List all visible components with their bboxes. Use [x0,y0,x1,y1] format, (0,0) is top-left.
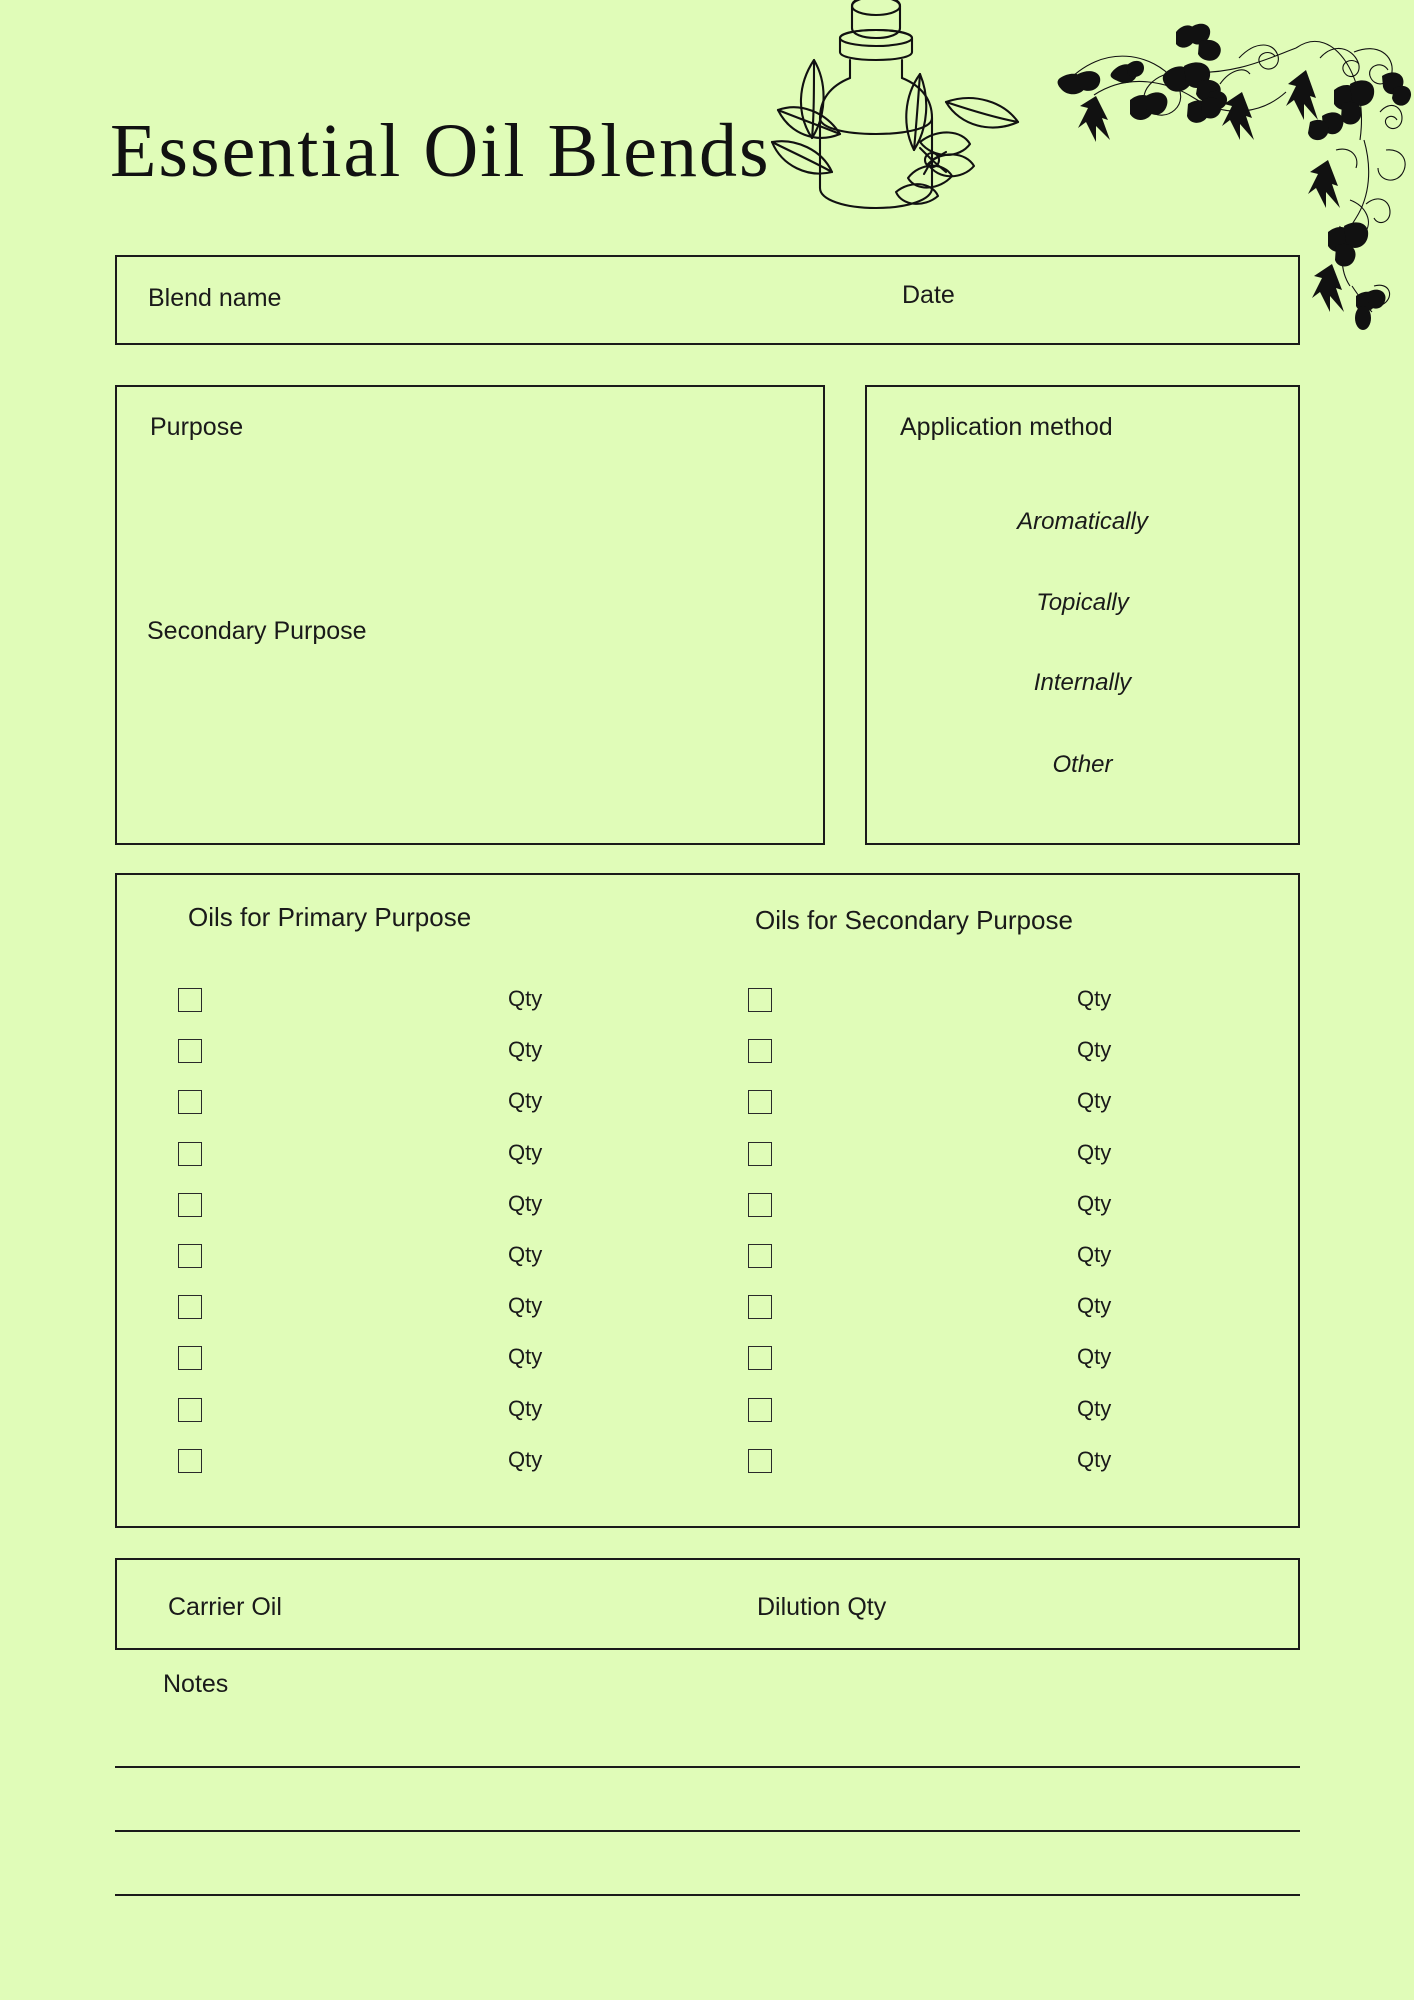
oil-checkbox-primary[interactable] [178,1244,202,1268]
oil-checkbox-secondary[interactable] [748,1193,772,1217]
oil-checkbox-secondary[interactable] [748,1039,772,1063]
oil-checkbox-primary[interactable] [178,1193,202,1217]
application-method-option-topically[interactable]: Topically [1036,589,1129,616]
oil-qty-label-primary[interactable]: Qty [508,1447,543,1472]
oil-checkbox-secondary[interactable] [748,988,772,1012]
secondary-purpose-label: Secondary Purpose [147,617,367,645]
oil-qty-label-primary[interactable]: Qty [508,1037,543,1062]
oil-checkbox-secondary[interactable] [748,1398,772,1422]
oil-checkbox-primary[interactable] [178,1142,202,1166]
carrier-oil-box[interactable] [115,1558,1300,1650]
purpose-label: Purpose [150,413,244,441]
notes-rule-line[interactable] [115,1766,1300,1768]
notes-rule-line[interactable] [115,1830,1300,1832]
dilution-qty-label: Dilution Qty [757,1593,887,1621]
oils-secondary-heading: Oils for Secondary Purpose [755,905,1073,935]
oil-qty-label-secondary[interactable]: Qty [1077,1140,1112,1165]
oil-qty-label-primary[interactable]: Qty [508,986,543,1011]
page-title: Essential Oil Blends [110,109,771,193]
oil-checkbox-primary[interactable] [178,1039,202,1063]
oil-qty-label-primary[interactable]: Qty [508,1242,543,1267]
oil-qty-label-primary[interactable]: Qty [508,1344,543,1369]
blend-name-label: Blend name [148,284,282,312]
oil-qty-label-primary[interactable]: Qty [508,1191,543,1216]
oil-qty-label-secondary[interactable]: Qty [1077,1293,1112,1318]
oil-qty-label-primary[interactable]: Qty [508,1140,543,1165]
oil-qty-label-primary[interactable]: Qty [508,1396,543,1421]
application-method-option-other[interactable]: Other [1052,751,1113,778]
notes-rule-line[interactable] [115,1894,1300,1896]
application-method-option-aromatically[interactable]: Aromatically [1017,508,1148,535]
application-method-heading: Application method [900,413,1113,441]
oil-checkbox-secondary[interactable] [748,1449,772,1473]
oil-checkbox-secondary[interactable] [748,1244,772,1268]
oil-checkbox-primary[interactable] [178,1449,202,1473]
oil-qty-label-secondary[interactable]: Qty [1077,1242,1112,1267]
oil-qty-label-secondary[interactable]: Qty [1077,1037,1112,1062]
purpose-box[interactable] [115,385,825,845]
oil-qty-label-secondary[interactable]: Qty [1077,1396,1112,1421]
oil-checkbox-secondary[interactable] [748,1090,772,1114]
oil-checkbox-primary[interactable] [178,988,202,1012]
application-method-option-internally[interactable]: Internally [1033,669,1132,696]
oil-qty-label-primary[interactable]: Qty [508,1293,543,1318]
oil-checkbox-primary[interactable] [178,1398,202,1422]
oil-checkbox-primary[interactable] [178,1346,202,1370]
blend-name-date-box[interactable] [115,255,1300,345]
notes-label: Notes [163,1670,229,1698]
oils-primary-heading: Oils for Primary Purpose [188,902,472,932]
oil-qty-label-secondary[interactable]: Qty [1077,1088,1112,1113]
oil-checkbox-secondary[interactable] [748,1346,772,1370]
oil-checkbox-secondary[interactable] [748,1295,772,1319]
oil-checkbox-primary[interactable] [178,1090,202,1114]
oil-qty-label-secondary[interactable]: Qty [1077,986,1112,1011]
oil-qty-label-secondary[interactable]: Qty [1077,1191,1112,1216]
oil-qty-label-secondary[interactable]: Qty [1077,1447,1112,1472]
oil-qty-label-secondary[interactable]: Qty [1077,1344,1112,1369]
date-label: Date [902,281,955,309]
essential-oil-bottle-icon [770,0,1030,222]
oil-checkbox-secondary[interactable] [748,1142,772,1166]
oil-qty-label-primary[interactable]: Qty [508,1088,543,1113]
oils-box [115,873,1300,1528]
carrier-oil-label: Carrier Oil [168,1593,282,1621]
oil-checkbox-primary[interactable] [178,1295,202,1319]
